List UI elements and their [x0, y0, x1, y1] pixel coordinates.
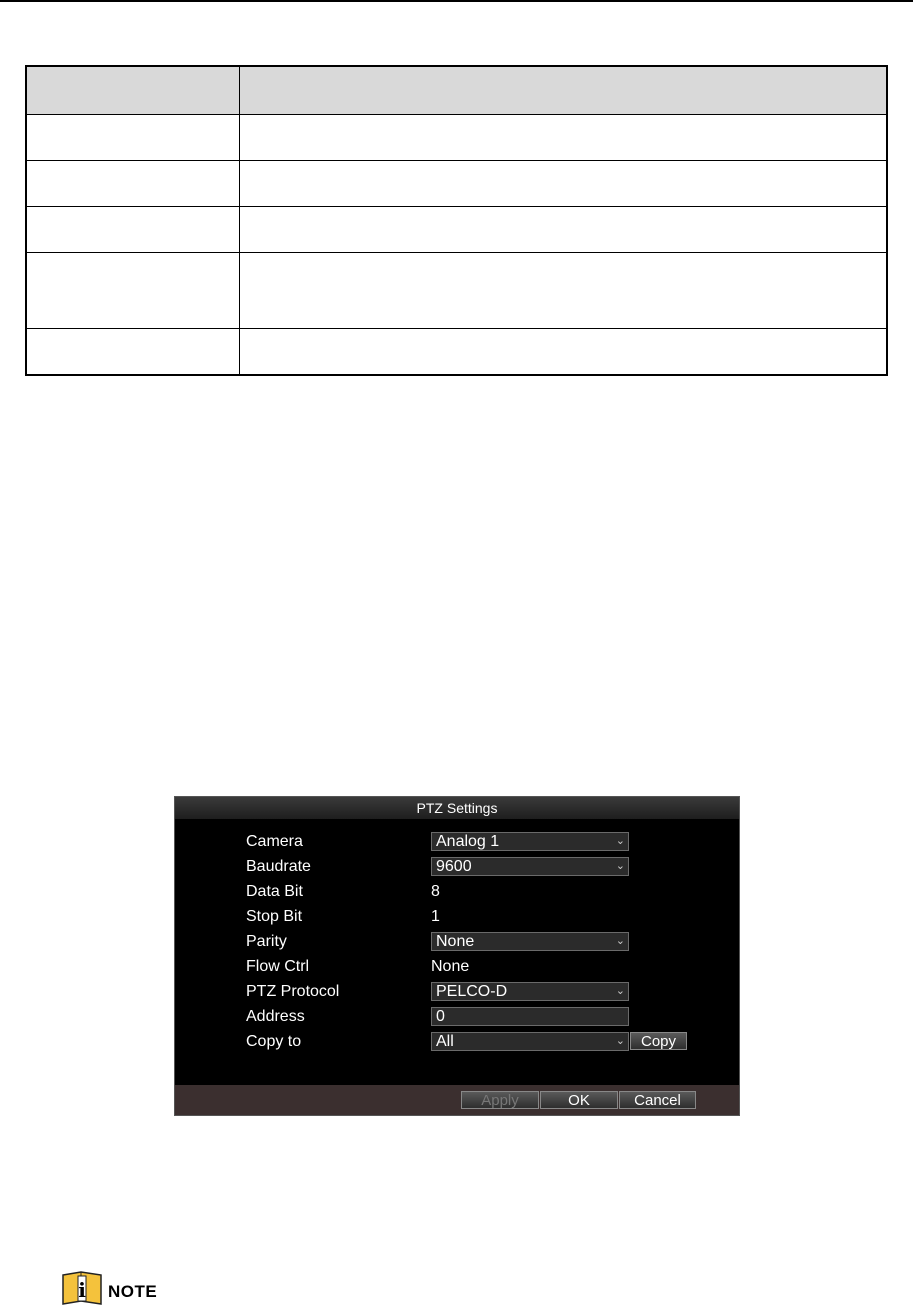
top-rule: [0, 0, 913, 2]
baudrate-label: Baudrate: [246, 858, 311, 875]
stop-bit-row: [175, 906, 739, 928]
ptz-protocol-row: [175, 981, 739, 1003]
baudrate-row: [175, 856, 739, 878]
flow-ctrl-row: [175, 956, 739, 978]
chevron-down-icon: ⌄: [615, 1035, 625, 1047]
data-bit-value: 8: [431, 883, 440, 900]
apply-button[interactable]: Apply: [461, 1091, 539, 1109]
parameter-table: [25, 65, 888, 376]
ok-button[interactable]: OK: [540, 1091, 618, 1109]
data-bit-label: Data Bit: [246, 883, 303, 900]
dialog-title: PTZ Settings: [175, 797, 739, 819]
address-input[interactable]: 0: [431, 1007, 629, 1026]
table-row: [27, 114, 886, 160]
table-row: [27, 252, 886, 328]
table-row: [27, 160, 886, 206]
chevron-down-icon: ⌄: [615, 985, 625, 997]
flow-ctrl-value: None: [431, 958, 470, 975]
chevron-down-icon: ⌄: [615, 835, 625, 847]
parity-select[interactable]: None ⌄: [431, 932, 629, 951]
cancel-button[interactable]: Cancel: [619, 1091, 696, 1109]
svg-text:i: i: [78, 1278, 86, 1302]
camera-label: Camera: [246, 833, 303, 850]
baudrate-select[interactable]: 9600 ⌄: [431, 857, 629, 876]
table-row: [27, 328, 886, 374]
stop-bit-label: Stop Bit: [246, 908, 303, 925]
flow-ctrl-label: Flow Ctrl: [246, 958, 310, 975]
camera-select[interactable]: Analog 1 ⌄: [431, 832, 629, 851]
table-header-row: [27, 67, 886, 114]
parity-row: [175, 931, 739, 953]
copy-button[interactable]: Copy: [630, 1032, 687, 1050]
address-row: [175, 1006, 739, 1028]
note-label: NOTE: [108, 1282, 158, 1301]
copy-to-select[interactable]: All ⌄: [431, 1032, 629, 1051]
ptz-protocol-label: PTZ Protocol: [246, 983, 340, 1000]
parity-label: Parity: [246, 933, 287, 950]
copy-to-label: Copy to: [246, 1033, 302, 1050]
chevron-down-icon: ⌄: [615, 935, 625, 947]
ptz-protocol-select[interactable]: PELCO-D ⌄: [431, 982, 629, 1001]
data-bit-row: [175, 881, 739, 903]
camera-row: [175, 831, 739, 853]
address-label: Address: [246, 1008, 305, 1025]
info-book-icon: [61, 1271, 103, 1305]
stop-bit-value: 1: [431, 908, 440, 925]
chevron-down-icon: ⌄: [615, 860, 625, 872]
dialog-footer: [175, 1085, 739, 1115]
table-row: [27, 206, 886, 252]
copy-to-row: [175, 1031, 739, 1053]
ptz-settings-dialog: [174, 796, 740, 1116]
